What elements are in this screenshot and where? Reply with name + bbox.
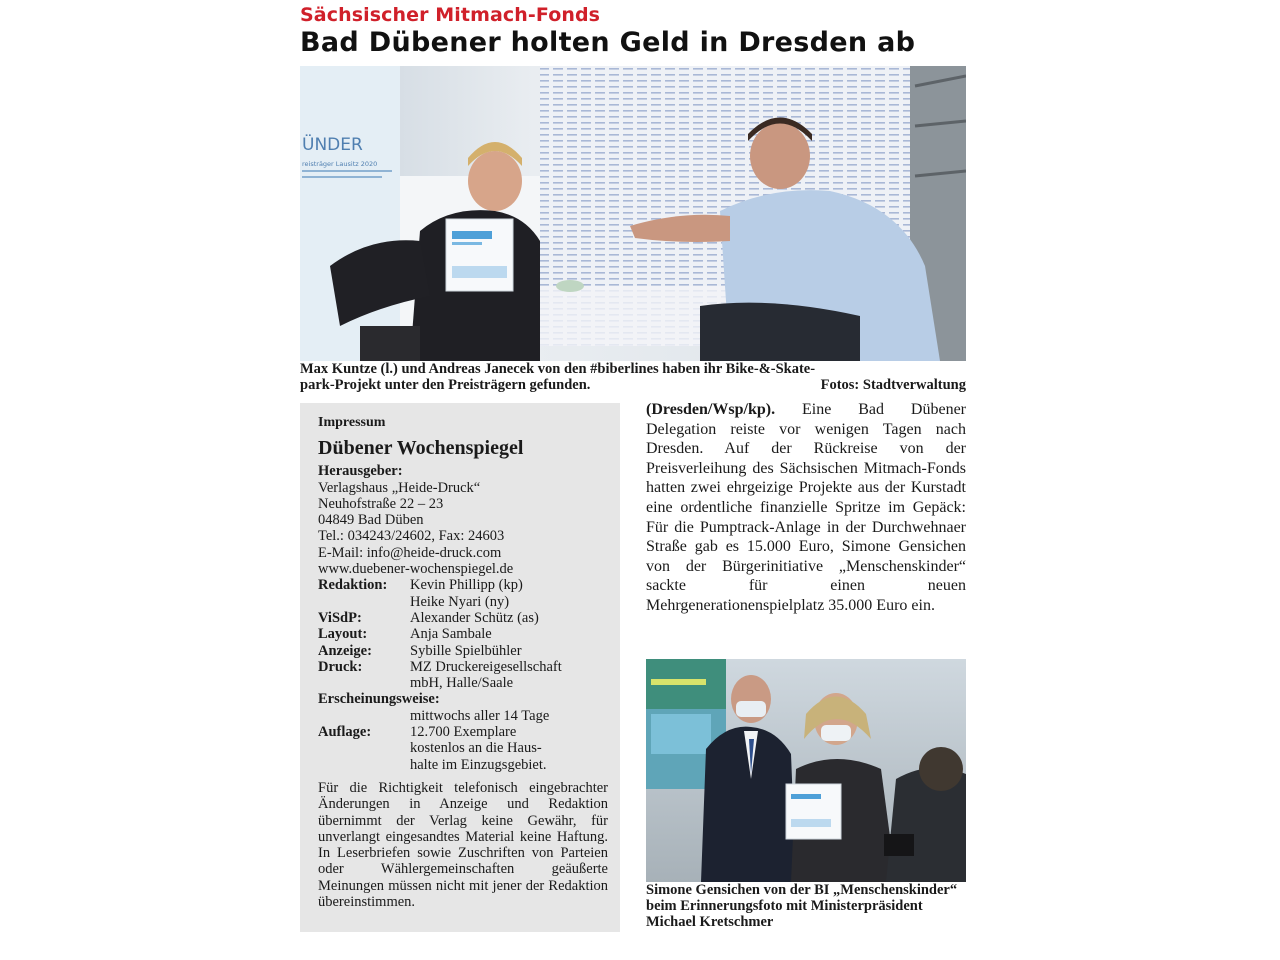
frequency-value: mittwochs aller 14 Tage [410,707,550,724]
visdp-label: ViSdP: [318,609,362,626]
editorial-name: Heike Nyari (ny) [410,593,510,610]
circulation-value: halte im Einzugsgebiet. [410,756,547,773]
publisher-label: Herausgeber: [318,463,403,480]
photo-award-ceremony [646,659,966,882]
photo-award-ceremony-image [646,659,966,882]
article-kicker: Sächsischer Mitmach-Fonds [300,4,601,26]
photo-caption-top [300,361,966,393]
publisher-website: www.duebener-wochenspiegel.de [318,561,514,578]
banner-subtext: reisträger Lausitz 2020 [302,160,378,168]
photo-caption-bottom: Simone Gensichen von der BI „Menschenskinder“ beim Erinnerungsfoto mit Ministerpräsident Michael Kretschmer [646,882,958,930]
publisher-line: Neuhofstraße 22 – 23 [318,495,444,512]
imprint-box [300,403,620,932]
article-headline: Bad Dübener holten Geld in Dresden ab [300,27,916,58]
visdp-name: Alexander Schütz (as) [410,609,539,626]
banner-text: ÜNDER [302,135,363,155]
layout-name: Anja Sambale [410,626,492,643]
publisher-line: 04849 Bad Düben [318,512,424,529]
caption-top-line1: Max Kuntze (l.) und Andreas Janecek von den #biberlines haben ihr Bike-&-Skate- [300,361,816,377]
layout-label: Layout: [318,626,368,643]
ads-label: Anzeige: [318,642,372,659]
article-body [646,400,966,616]
imprint-title: Dübener Wochenspiegel [318,437,524,460]
ads-name: Sybille Spielbühler [410,642,522,659]
article-body-text: Eine Bad Dübener Delegation reiste vor wenigen Tagen nach Dresden. Auf der Rückreise von der Preisverleihung des Sächsischen Mitmach-Fonds hatten zwei ehrgeizige Projekte aus der Kurstadt eine ordentliche finanzielle Spritze im Gepäck: Für die Pumptrack-Anlage in der Durchwehnaer Straße gab es 15.000 Euro, Simone Gensichen von der Bürgerinitiative „Menschenskinder“ sackte für einen neuen Mehrgenerationenspielplatz 35.000 Euro ein. [646,401,966,614]
caption-top-line2: park-Projekt unter den Preisträgern gefunden. [300,377,591,393]
print-name: mbH, Halle/Saale [410,675,514,692]
editorial-label: Redaktion: [318,577,388,594]
editorial-name: Kevin Phillipp (kp) [410,577,523,594]
frequency-label: Erscheinungsweise: [318,691,440,708]
publisher-line: Verlagshaus „Heide-Druck“ [318,479,481,496]
publisher-phone: Tel.: 034243/24602, Fax: 24603 [318,528,505,545]
print-name: MZ Druckereigesellschaft [410,658,562,675]
publisher-email: E-Mail: info@heide-druck.com [318,544,502,561]
imprint-disclaimer: Für die Richtigkeit telefonisch eingebrachter Änderungen in Anzeige und Redaktion übernimmt der Verlag keine Gewähr, für unverlangt eingesandtes Material keine Haftung. In Leserbriefen sowie Zuschriften von Parteien oder Wählergemeinschaften geäußerte Meinungen müssen nicht mit jener der Redaktion übereinstimmen. [318,779,608,911]
imprint-label: Impressum [318,415,386,430]
circulation-label: Auflage: [318,724,372,741]
photo-award-winners [300,66,966,361]
print-label: Druck: [318,658,363,675]
photo-award-winners-image [300,66,966,361]
photo-credit: Fotos: Stadtverwaltung [820,377,966,393]
circulation-value: 12.700 Exemplare [410,724,517,741]
circulation-value: kostenlos an die Haus- [410,740,542,757]
article-dateline: (Dresden/Wsp/kp). [646,401,776,418]
